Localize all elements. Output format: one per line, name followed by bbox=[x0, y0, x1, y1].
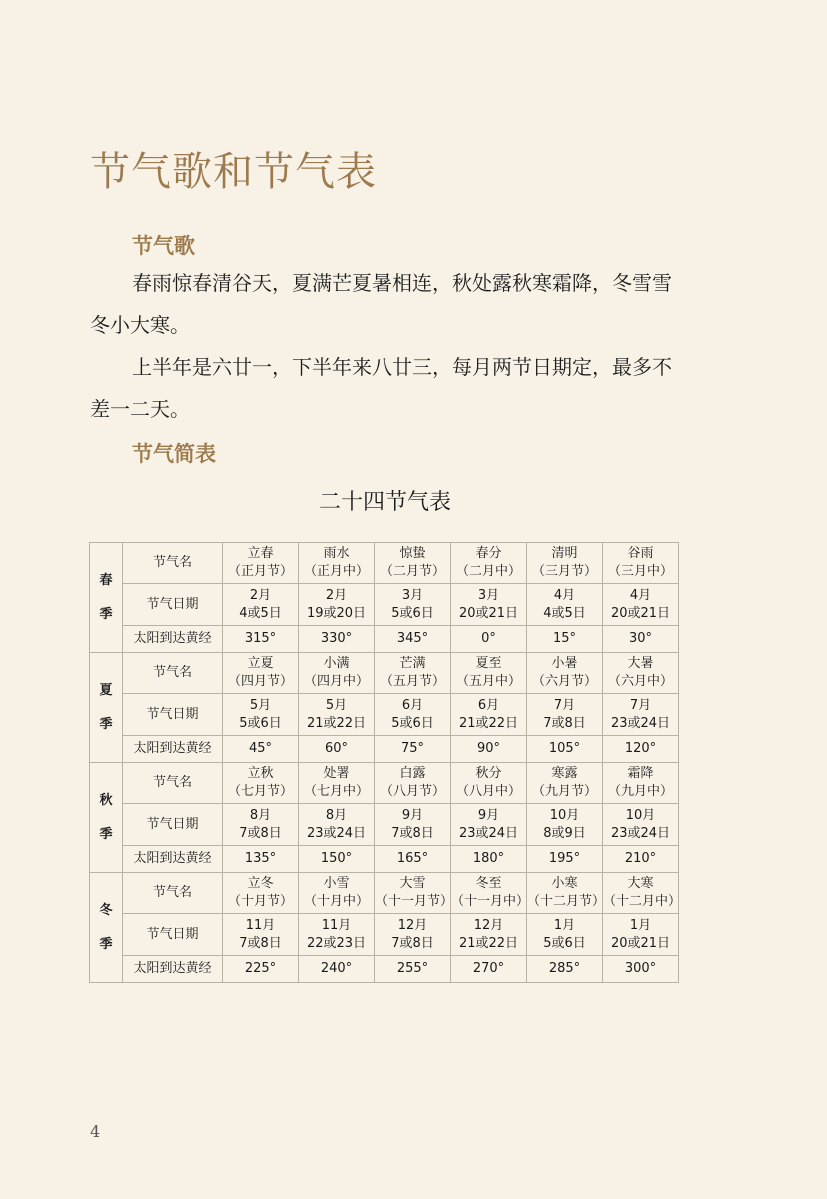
season-label-top: 秋 bbox=[99, 792, 113, 808]
table-row bbox=[90, 694, 679, 736]
term-name-cell bbox=[451, 653, 527, 694]
term-name-cell bbox=[375, 763, 451, 804]
row-label-longitude: 太阳到达黄经 bbox=[123, 956, 223, 983]
term-date-day: 23或24日 bbox=[306, 825, 367, 841]
term-date-cell bbox=[451, 584, 527, 626]
term-date-month: 8月 bbox=[249, 807, 272, 823]
row-label-date: 节气日期 bbox=[123, 694, 223, 736]
term-date-day: 21或22日 bbox=[458, 715, 519, 731]
term-date-cell bbox=[527, 584, 603, 626]
term-date-cell bbox=[223, 584, 299, 626]
term-month-note: （九月中） bbox=[607, 784, 673, 799]
season-cell bbox=[90, 653, 123, 763]
term-date-cell bbox=[299, 914, 375, 956]
term-date-cell bbox=[603, 584, 679, 626]
term-date-month: 5月 bbox=[325, 697, 348, 713]
term-date-month: 7月 bbox=[629, 697, 652, 713]
term-date-day: 4或5日 bbox=[543, 605, 586, 621]
term-name: 冬至 bbox=[475, 876, 502, 891]
term-longitude: 105° bbox=[527, 736, 603, 763]
term-name: 小寒 bbox=[551, 876, 578, 891]
term-month-note: （五月中） bbox=[455, 674, 521, 689]
term-name: 谷雨 bbox=[627, 546, 654, 561]
table-row bbox=[90, 956, 679, 983]
term-name-cell bbox=[375, 543, 451, 584]
term-name: 小暑 bbox=[551, 656, 578, 671]
season-label-top: 春 bbox=[99, 572, 113, 588]
term-date-month: 12月 bbox=[397, 917, 428, 933]
term-name-cell bbox=[451, 873, 530, 914]
term-month-note: （四月节） bbox=[227, 674, 293, 689]
term-month-note: （六月中） bbox=[607, 674, 673, 689]
table-row bbox=[90, 873, 679, 914]
term-name: 小满 bbox=[323, 656, 350, 671]
term-date-cell bbox=[223, 804, 299, 846]
term-date-cell bbox=[603, 914, 679, 956]
term-date-day: 20或21日 bbox=[610, 935, 671, 951]
term-name: 小雪 bbox=[323, 876, 350, 891]
term-longitude: 15° bbox=[527, 626, 603, 653]
term-name-cell bbox=[223, 653, 299, 694]
term-date-cell bbox=[375, 914, 451, 956]
term-name-cell bbox=[223, 873, 299, 914]
term-date-day: 4或5日 bbox=[239, 605, 282, 621]
term-longitude: 255° bbox=[375, 956, 451, 983]
row-label-longitude: 太阳到达黄经 bbox=[123, 736, 223, 763]
term-longitude: 75° bbox=[375, 736, 451, 763]
paragraph-song-1: 春雨惊春清谷天，夏满芒夏暑相连，秋处露秋寒霜降，冬雪雪冬小大寒。 bbox=[90, 271, 672, 337]
term-longitude: 165° bbox=[375, 846, 451, 873]
row-label-name: 节气名 bbox=[123, 873, 223, 914]
term-date-day: 5或6日 bbox=[239, 715, 282, 731]
term-name-cell bbox=[375, 653, 451, 694]
term-month-note: （十一月中） bbox=[451, 894, 530, 909]
term-date-month: 10月 bbox=[549, 807, 580, 823]
solar-terms-table bbox=[89, 542, 682, 983]
term-name: 霜降 bbox=[627, 766, 654, 781]
term-month-note: （六月节） bbox=[531, 674, 597, 689]
term-date-cell bbox=[375, 804, 451, 846]
term-name-cell bbox=[451, 763, 527, 804]
term-month-note: （八月中） bbox=[455, 784, 521, 799]
term-name: 寒露 bbox=[551, 766, 578, 781]
row-label-date: 节气日期 bbox=[123, 584, 223, 626]
term-date-day: 19或20日 bbox=[306, 605, 367, 621]
term-longitude: 30° bbox=[603, 626, 679, 653]
term-name-cell bbox=[299, 653, 375, 694]
term-name: 大暑 bbox=[627, 656, 654, 671]
term-longitude: 120° bbox=[603, 736, 679, 763]
term-name: 清明 bbox=[551, 546, 578, 561]
term-date-day: 7或8日 bbox=[391, 825, 434, 841]
term-date-cell bbox=[451, 804, 527, 846]
term-longitude: 270° bbox=[451, 956, 527, 983]
term-month-note: （二月中） bbox=[455, 564, 521, 579]
table-row bbox=[90, 653, 679, 694]
season-cell bbox=[90, 543, 123, 653]
term-name: 白露 bbox=[399, 766, 426, 781]
term-month-note: （七月中） bbox=[303, 784, 369, 799]
term-longitude: 300° bbox=[603, 956, 679, 983]
term-name: 大雪 bbox=[399, 876, 426, 891]
term-name-cell bbox=[299, 763, 375, 804]
term-longitude: 330° bbox=[299, 626, 375, 653]
term-longitude: 150° bbox=[299, 846, 375, 873]
term-name-cell bbox=[299, 543, 375, 584]
term-date-cell bbox=[527, 914, 603, 956]
term-date-month: 11月 bbox=[245, 917, 276, 933]
term-month-note: （三月中） bbox=[607, 564, 673, 579]
term-name: 秋分 bbox=[475, 766, 502, 781]
term-date-cell bbox=[603, 804, 679, 846]
term-date-cell bbox=[603, 694, 679, 736]
term-month-note: （五月节） bbox=[379, 674, 445, 689]
term-name: 惊蛰 bbox=[399, 546, 426, 561]
table-row bbox=[90, 804, 679, 846]
term-date-month: 5月 bbox=[249, 697, 272, 713]
season-label-bottom: 季 bbox=[99, 716, 113, 732]
term-date-day: 20或21日 bbox=[610, 605, 671, 621]
term-longitude: 0° bbox=[451, 626, 527, 653]
term-month-note: （十月中） bbox=[303, 894, 369, 909]
page-title: 节气歌和节气表 bbox=[90, 149, 377, 195]
term-name-cell bbox=[451, 543, 527, 584]
term-longitude: 195° bbox=[527, 846, 603, 873]
term-longitude: 240° bbox=[299, 956, 375, 983]
term-date-month: 11月 bbox=[321, 917, 352, 933]
season-label-bottom: 季 bbox=[99, 606, 113, 622]
term-name: 处署 bbox=[323, 766, 350, 781]
term-month-note: （八月节） bbox=[379, 784, 445, 799]
term-name-cell bbox=[603, 873, 682, 914]
table-row bbox=[90, 914, 679, 956]
term-date-day: 23或24日 bbox=[610, 715, 671, 731]
term-name: 立春 bbox=[247, 546, 274, 561]
paragraph-song-2: 上半年是六廿一，下半年来八廿三，每月两节日期定，最多不差一二天。 bbox=[90, 355, 672, 421]
term-name: 立秋 bbox=[247, 766, 274, 781]
term-date-day: 23或24日 bbox=[610, 825, 671, 841]
term-longitude: 345° bbox=[375, 626, 451, 653]
term-name-cell bbox=[527, 543, 603, 584]
term-month-note: （四月中） bbox=[303, 674, 369, 689]
row-label-name: 节气名 bbox=[123, 653, 223, 694]
page-number: 4 bbox=[90, 1122, 101, 1141]
term-date-month: 3月 bbox=[477, 587, 500, 603]
season-label-bottom: 季 bbox=[99, 826, 113, 842]
term-name: 立冬 bbox=[247, 876, 274, 891]
term-month-note: （正月节） bbox=[227, 564, 293, 579]
term-name: 雨水 bbox=[323, 546, 350, 561]
row-label-longitude: 太阳到达黄经 bbox=[123, 846, 223, 873]
term-longitude: 210° bbox=[603, 846, 679, 873]
term-date-day: 7或8日 bbox=[239, 825, 282, 841]
term-longitude: 60° bbox=[299, 736, 375, 763]
term-month-note: （十月节） bbox=[227, 894, 293, 909]
row-label-date: 节气日期 bbox=[123, 804, 223, 846]
term-month-note: （七月节） bbox=[227, 784, 293, 799]
term-date-month: 1月 bbox=[629, 917, 652, 933]
term-date-day: 5或6日 bbox=[391, 715, 434, 731]
term-month-note: （正月中） bbox=[303, 564, 369, 579]
term-name-cell bbox=[299, 873, 375, 914]
term-name-cell bbox=[603, 653, 679, 694]
row-label-date: 节气日期 bbox=[123, 914, 223, 956]
season-cell bbox=[90, 873, 123, 983]
table-row bbox=[90, 846, 679, 873]
table-row bbox=[90, 626, 679, 653]
term-name: 大寒 bbox=[627, 876, 654, 891]
term-name: 夏至 bbox=[475, 656, 502, 671]
term-name-cell bbox=[527, 763, 603, 804]
term-name-cell bbox=[603, 763, 679, 804]
term-date-month: 6月 bbox=[477, 697, 500, 713]
term-name-cell bbox=[527, 653, 603, 694]
row-label-longitude: 太阳到达黄经 bbox=[123, 626, 223, 653]
term-date-cell bbox=[223, 694, 299, 736]
table-title: 二十四节气表 bbox=[318, 490, 451, 515]
term-date-month: 8月 bbox=[325, 807, 348, 823]
season-label-top: 冬 bbox=[99, 902, 113, 918]
table-row bbox=[90, 543, 679, 584]
term-longitude: 225° bbox=[223, 956, 299, 983]
term-date-day: 7或8日 bbox=[391, 935, 434, 951]
term-date-cell bbox=[299, 584, 375, 626]
term-longitude: 285° bbox=[527, 956, 603, 983]
term-month-note: （二月节） bbox=[379, 564, 445, 579]
season-cell bbox=[90, 763, 123, 873]
term-date-day: 7或8日 bbox=[543, 715, 586, 731]
term-date-month: 12月 bbox=[473, 917, 504, 933]
term-date-cell bbox=[451, 914, 527, 956]
term-month-note: （十一月节） bbox=[375, 894, 454, 909]
table-row bbox=[90, 763, 679, 804]
term-date-month: 3月 bbox=[401, 587, 424, 603]
term-date-month: 4月 bbox=[629, 587, 652, 603]
term-name: 芒满 bbox=[399, 656, 426, 671]
term-date-cell bbox=[299, 804, 375, 846]
term-date-day: 8或9日 bbox=[543, 825, 586, 841]
term-name-cell bbox=[223, 543, 299, 584]
term-name-cell bbox=[527, 873, 606, 914]
section-heading-table: 节气简表 bbox=[132, 442, 216, 466]
season-label-top: 夏 bbox=[99, 682, 113, 698]
term-name-cell bbox=[603, 543, 679, 584]
term-date-day: 23或24日 bbox=[458, 825, 519, 841]
term-date-day: 22或23日 bbox=[306, 935, 367, 951]
term-month-note: （十二月中） bbox=[603, 894, 682, 909]
term-longitude: 180° bbox=[451, 846, 527, 873]
table-row bbox=[90, 584, 679, 626]
term-date-cell bbox=[223, 914, 299, 956]
term-month-note: （十二月节） bbox=[527, 894, 606, 909]
row-label-name: 节气名 bbox=[123, 763, 223, 804]
table-row bbox=[90, 736, 679, 763]
term-name: 春分 bbox=[475, 546, 502, 561]
term-date-month: 4月 bbox=[553, 587, 576, 603]
term-name: 立夏 bbox=[247, 656, 274, 671]
term-date-day: 20或21日 bbox=[458, 605, 519, 621]
term-date-month: 10月 bbox=[625, 807, 656, 823]
term-date-month: 9月 bbox=[477, 807, 500, 823]
term-date-month: 9月 bbox=[401, 807, 424, 823]
term-date-day: 21或22日 bbox=[458, 935, 519, 951]
term-month-note: （三月节） bbox=[531, 564, 597, 579]
term-longitude: 45° bbox=[223, 736, 299, 763]
term-name-cell bbox=[223, 763, 299, 804]
term-longitude: 90° bbox=[451, 736, 527, 763]
term-date-month: 6月 bbox=[401, 697, 424, 713]
term-month-note: （九月节） bbox=[531, 784, 597, 799]
term-date-cell bbox=[451, 694, 527, 736]
term-date-month: 7月 bbox=[553, 697, 576, 713]
term-longitude: 135° bbox=[223, 846, 299, 873]
term-date-month: 2月 bbox=[325, 587, 348, 603]
term-date-day: 21或22日 bbox=[306, 715, 367, 731]
row-label-name: 节气名 bbox=[123, 543, 223, 584]
term-date-cell bbox=[299, 694, 375, 736]
season-label-bottom: 季 bbox=[99, 936, 113, 952]
term-date-cell bbox=[527, 804, 603, 846]
term-name-cell bbox=[375, 873, 454, 914]
term-longitude: 315° bbox=[223, 626, 299, 653]
term-date-month: 2月 bbox=[249, 587, 272, 603]
term-date-cell bbox=[527, 694, 603, 736]
term-date-cell bbox=[375, 694, 451, 736]
term-date-day: 5或6日 bbox=[543, 935, 586, 951]
term-date-month: 1月 bbox=[553, 917, 576, 933]
term-date-day: 7或8日 bbox=[239, 935, 282, 951]
term-date-cell bbox=[375, 584, 451, 626]
section-heading-song: 节气歌 bbox=[132, 234, 195, 258]
term-date-day: 5或6日 bbox=[391, 605, 434, 621]
